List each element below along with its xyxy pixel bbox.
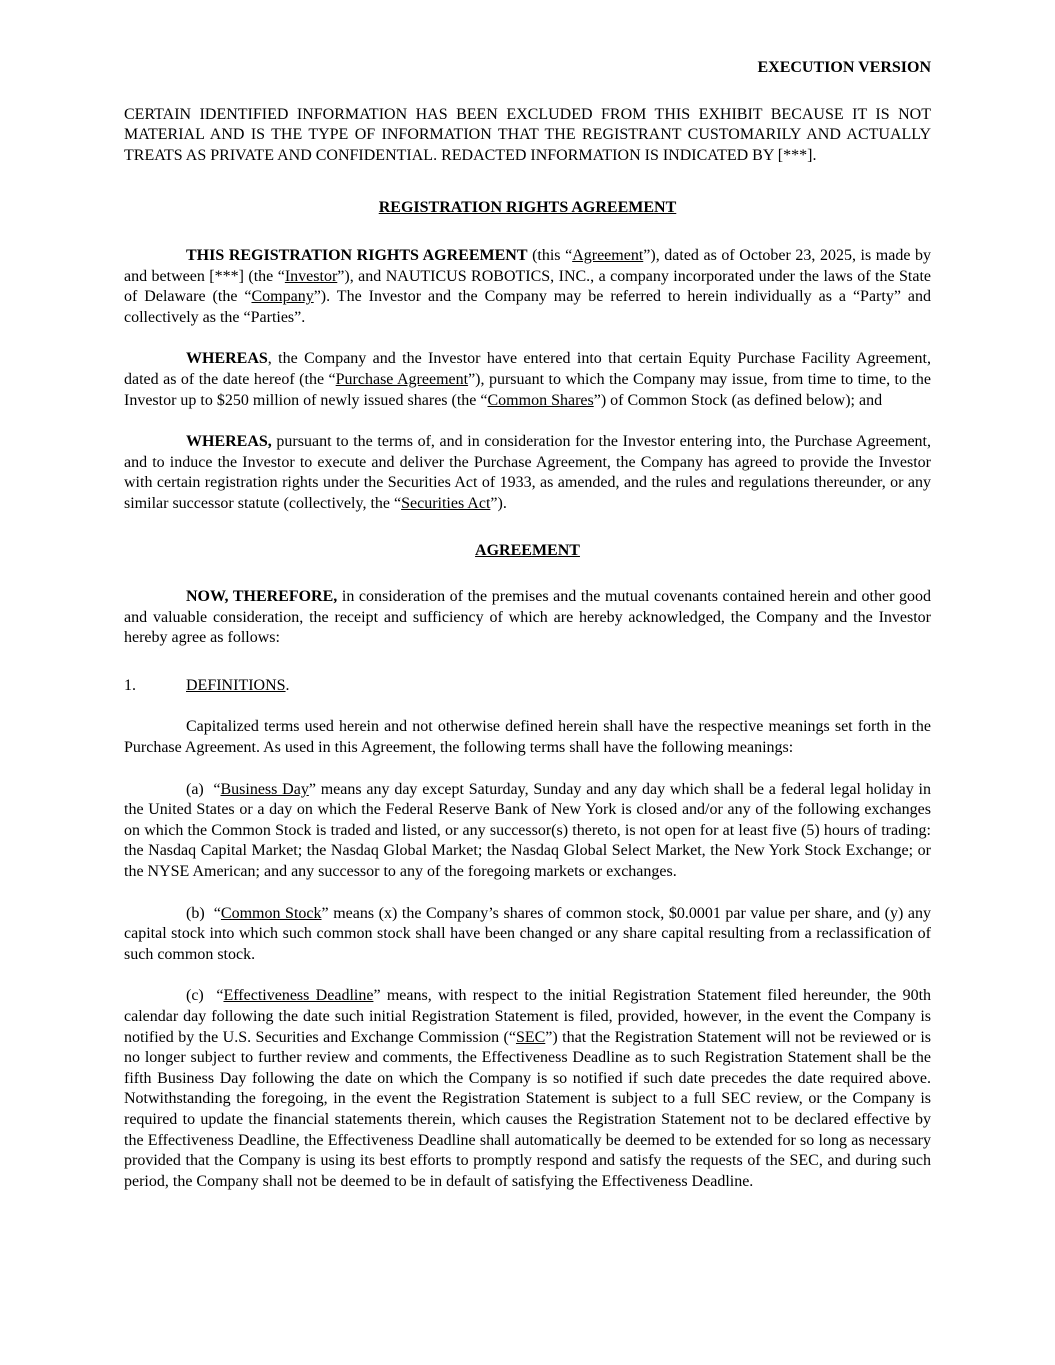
intro-paragraph: THIS REGISTRATION RIGHTS AGREEMENT (this “Agreement”), dated as of October 23, 2025, is made by and between [***] (the “Investor”), and NAUTICUS ROBOTICS, INC., a company incorporated under the laws of the State of Delaware (the “Company”). The Investor and the Company may be referred to herein individually as a “Party” and collectively as the “Parties”. xyxy=(124,246,931,326)
definition-common-stock-paragraph: (b) “Common Stock” means (x) the Company’s shares of common stock, $0.0001 par value per share, and (y) any capital stock into which such common stock shall have been changed or any share capital resulting from a reclassification of such common stock. xyxy=(124,904,931,963)
recital-2-paragraph: WHEREAS, pursuant to the terms of, and in consideration for the Investor entering into, the Purchase Agreement, and to induce the Investor to execute and deliver the Purchase Agreement, the Company has agreed to provide the Investor with certain registration rights under the Securities Act of 1933, as amended, and the rules and regulations thereunder, or any similar successor statute (collectively, the “Securities Act”). xyxy=(124,433,931,512)
execution-version-label: EXECUTION VERSION xyxy=(757,59,931,76)
definitions-intro-paragraph: Capitalized terms used herein and not otherwise defined herein shall have the respective meanings set forth in the Purchase Agreement. As used in this Agreement, the following terms shall have the following meanings: xyxy=(124,718,931,757)
redaction-notice-paragraph: CERTAIN IDENTIFIED INFORMATION HAS BEEN EXCLUDED FROM THIS EXHIBIT BECAUSE IT IS NOT MATERIAL AND IS THE TYPE OF INFORMATION THAT THE REGISTRANT CUSTOMARILY AND ACTUALLY TREATS AS PRIVATE AND CONFIDENTIAL. REDACTED INFORMATION IS INDICATED BY [***]. xyxy=(124,105,931,164)
now-therefore-paragraph: NOW, THEREFORE, in consideration of the premises and the mutual covenants contained herein and other good and valuable consideration, the receipt and sufficiency of which are hereby acknowledged, the Company and the Investor hereby agree as follows: xyxy=(124,588,932,647)
agreement-heading: AGREEMENT xyxy=(475,541,580,559)
document-title: REGISTRATION RIGHTS AGREEMENT xyxy=(378,199,677,217)
definition-business-day-paragraph: (a) “Business Day” means any day except Saturday, Sunday and any day which shall be a federal legal holiday in the United States or a day on which the Federal Reserve Bank of New York is closed and/or any of the following exchanges on which the Common Stock is traded and listed, or any successor(s) thereto, is not open for at least five (5) hours of trading: the Nasdaq Capital Market; the Nasdaq Global Market; the Nasdaq Global Select Market, the New York Stock Exchange; or the NYSE American; and any successor to any of the foregoing markets or exchanges. xyxy=(124,780,931,881)
recital-1-paragraph: WHEREAS, the Company and the Investor have entered into that certain Equity Purchase Facility Agreement, dated as of the date hereof (the “Purchase Agreement”), pursuant to which the Company may issue, from time to time, to the Investor up to $250 million of newly issued shares (the “Common Shares”) of Common Stock (as defined below); and xyxy=(124,350,932,409)
definition-effectiveness-deadline-paragraph: (c) “Effectiveness Deadline” means, with respect to the initial Registration Statement filed hereunder, the 90th calendar day following the date such initial Registration Statement is filed, provided, however, in the event the Company is notified by the U.S. Securities and Exchange Commission (“SEC”) that the Registration Statement will not be reviewed or is no longer subject to further review and comments, the Effectiveness Deadline as to such Registration Statement shall be the fifth Business Day following the date on which the Company is so notified if such date precedes the date required above. Notwithstanding the foregoing, in the event the Registration Statement is subject to a full SEC review, or the Company is required to update the financial statements therein, which causes the Registration Statement not to be declared effective by the Effectiveness Deadline, the Effectiveness Deadline shall automatically be deemed to be extended for so long as necessary provided that the Company is using its best efforts to promptly respond and satisfy the requests of the SEC, and during such period, the Company shall not be deemed to be in default of satisfying the Effectiveness Deadline. xyxy=(124,987,932,1190)
section-1-definitions-heading: 1. DEFINITIONS. xyxy=(124,676,290,694)
